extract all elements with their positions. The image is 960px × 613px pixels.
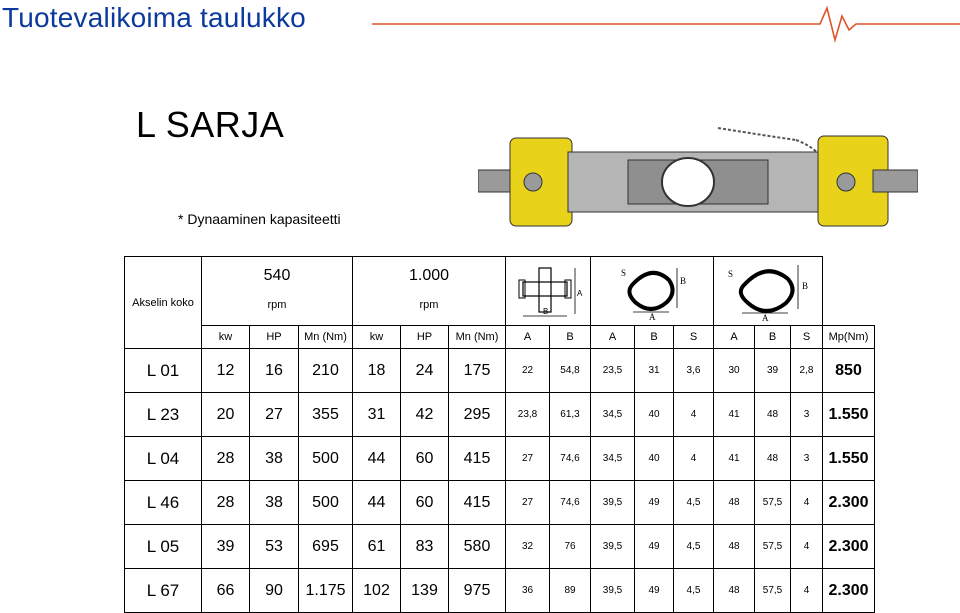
table-cell: 18 xyxy=(353,349,401,393)
table-cell: 415 xyxy=(449,437,506,481)
column-header: Mp(Nm) xyxy=(823,326,875,349)
table-cell: 60 xyxy=(401,481,449,525)
column-header: A xyxy=(591,326,635,349)
table-cell: 40 xyxy=(635,437,674,481)
table-cell: 54,8 xyxy=(550,349,591,393)
pto-shaft-illustration xyxy=(478,118,918,236)
header-decorative-line xyxy=(372,6,960,46)
column-header: kw xyxy=(202,326,250,349)
page-title: Tuotevalikoima taulukko xyxy=(2,2,306,33)
table-cell: 38 xyxy=(250,437,299,481)
table-cell: 695 xyxy=(299,525,353,569)
table-cell: 48 xyxy=(755,393,791,437)
column-header: B xyxy=(635,326,674,349)
table-cell: 36 xyxy=(506,569,550,613)
table-cell: 850 xyxy=(823,349,875,393)
table-cell: 175 xyxy=(449,349,506,393)
table-cell: 295 xyxy=(449,393,506,437)
lemon-profile-small-icon xyxy=(607,262,697,320)
table-cell: 48 xyxy=(755,437,791,481)
table-cell: 74,6 xyxy=(550,481,591,525)
speed-1000-value: 1.000 xyxy=(408,267,450,284)
column-header: HP xyxy=(401,326,449,349)
row-model-name: L 01 xyxy=(125,349,202,393)
table-cell: 4 xyxy=(674,437,714,481)
table-row xyxy=(125,481,875,525)
cross-label-b: B xyxy=(543,307,549,316)
table-cell: 4 xyxy=(674,393,714,437)
column-header: B xyxy=(755,326,791,349)
lemon-profile-large-header xyxy=(714,257,823,326)
table-cell: 39,5 xyxy=(591,569,635,613)
table-cell: 57,5 xyxy=(755,481,791,525)
table-cell: 40 xyxy=(635,393,674,437)
column-header: Mn (Nm) xyxy=(449,326,506,349)
table-cell: 57,5 xyxy=(755,569,791,613)
table-cell: 2.300 xyxy=(823,569,875,613)
mp-blank-header xyxy=(823,257,875,326)
row-model-name: L 05 xyxy=(125,525,202,569)
column-header: A xyxy=(714,326,755,349)
cross-label-a: A xyxy=(577,289,583,298)
column-header: B xyxy=(550,326,591,349)
table-cell: 500 xyxy=(299,437,353,481)
product-range-table xyxy=(124,256,875,613)
table-cell: 12 xyxy=(202,349,250,393)
table-row xyxy=(125,525,875,569)
table-cell: 74,6 xyxy=(550,437,591,481)
table-cell: 34,5 xyxy=(591,437,635,481)
table-cell: 39 xyxy=(755,349,791,393)
table-cell: 139 xyxy=(401,569,449,613)
table-cell: 4 xyxy=(791,525,823,569)
table-row xyxy=(125,569,875,613)
table-cell: 41 xyxy=(714,393,755,437)
table-cell: 38 xyxy=(250,481,299,525)
table-cell: 4 xyxy=(791,481,823,525)
table-cell: 27 xyxy=(506,437,550,481)
table-cell: 41 xyxy=(714,437,755,481)
table-cell: 1.175 xyxy=(299,569,353,613)
table-cell: 4 xyxy=(791,569,823,613)
table-cell: 66 xyxy=(202,569,250,613)
table-cell: 42 xyxy=(401,393,449,437)
table-cell: 500 xyxy=(299,481,353,525)
table-cell: 34,5 xyxy=(591,393,635,437)
table-cell: 48 xyxy=(714,525,755,569)
footnote-text: * Dynaaminen kapasiteetti xyxy=(178,211,341,227)
table-cell: 210 xyxy=(299,349,353,393)
table-cell: 4,5 xyxy=(674,481,714,525)
lemon-large-label-a: A xyxy=(762,313,769,321)
table-cell: 61 xyxy=(353,525,401,569)
lemon-profile-large-icon xyxy=(718,261,818,321)
column-header: Mn (Nm) xyxy=(299,326,353,349)
cross-profile-header xyxy=(506,257,591,326)
lemon-large-label-s: S xyxy=(728,269,734,279)
series-heading: L SARJA xyxy=(136,104,285,145)
table-cell: 39,5 xyxy=(591,525,635,569)
table-cell: 2.300 xyxy=(823,525,875,569)
speed-540-value: 540 xyxy=(263,267,291,284)
row-model-name: L 46 xyxy=(125,481,202,525)
speed-540-header xyxy=(202,257,353,326)
column-header: S xyxy=(674,326,714,349)
table-cell: 355 xyxy=(299,393,353,437)
table-cell: 49 xyxy=(635,481,674,525)
table-cell: 3 xyxy=(791,393,823,437)
table-cell: 3 xyxy=(791,437,823,481)
table-cell: 4,5 xyxy=(674,569,714,613)
table-cell: 23,8 xyxy=(506,393,550,437)
table-cell: 23,5 xyxy=(591,349,635,393)
table-cell: 60 xyxy=(401,437,449,481)
table-cell: 49 xyxy=(635,525,674,569)
lemon-profile-small-header xyxy=(591,257,714,326)
table-cell: 2.300 xyxy=(823,481,875,525)
table-cell: 89 xyxy=(550,569,591,613)
row-model-name: L 67 xyxy=(125,569,202,613)
table-cell: 580 xyxy=(449,525,506,569)
table-cell: 39 xyxy=(202,525,250,569)
table-cell: 24 xyxy=(401,349,449,393)
lemon-large-label-b: B xyxy=(802,281,809,291)
table-cell: 27 xyxy=(506,481,550,525)
table-cell: 2,8 xyxy=(791,349,823,393)
table-cell: 83 xyxy=(401,525,449,569)
speed-1000-header xyxy=(353,257,506,326)
table-cell: 28 xyxy=(202,437,250,481)
table-cell: 30 xyxy=(714,349,755,393)
table-cell: 31 xyxy=(353,393,401,437)
table-cell: 90 xyxy=(250,569,299,613)
table-cell: 57,5 xyxy=(755,525,791,569)
row-model-name: L 04 xyxy=(125,437,202,481)
table-cell: 27 xyxy=(250,393,299,437)
table-cell: 28 xyxy=(202,481,250,525)
table-cell: 76 xyxy=(550,525,591,569)
row-model-name: L 23 xyxy=(125,393,202,437)
table-cell: 31 xyxy=(635,349,674,393)
table-cell: 61,3 xyxy=(550,393,591,437)
column-header: S xyxy=(791,326,823,349)
table-row xyxy=(125,437,875,481)
axle-size-header: Akselin koko xyxy=(125,257,202,349)
table-cell: 1.550 xyxy=(823,437,875,481)
lemon-small-label-a: A xyxy=(649,312,656,320)
cross-journal-icon xyxy=(513,262,583,320)
table-row xyxy=(125,349,875,393)
table-cell: 415 xyxy=(449,481,506,525)
table-cell: 102 xyxy=(353,569,401,613)
table-cell: 20 xyxy=(202,393,250,437)
table-cell: 48 xyxy=(714,569,755,613)
column-header: A xyxy=(506,326,550,349)
speed-540-unit: rpm xyxy=(267,299,287,311)
table-cell: 32 xyxy=(506,525,550,569)
table-cell: 1.550 xyxy=(823,393,875,437)
table-row xyxy=(125,393,875,437)
table-cell: 44 xyxy=(353,437,401,481)
table-cell: 53 xyxy=(250,525,299,569)
table-cell: 49 xyxy=(635,569,674,613)
column-header: kw xyxy=(353,326,401,349)
table-cell: 22 xyxy=(506,349,550,393)
column-header: HP xyxy=(250,326,299,349)
table-cell: 975 xyxy=(449,569,506,613)
speed-1000-unit: rpm xyxy=(419,299,439,311)
table-cell: 16 xyxy=(250,349,299,393)
table-cell: 4,5 xyxy=(674,525,714,569)
table-cell: 39,5 xyxy=(591,481,635,525)
table-cell: 48 xyxy=(714,481,755,525)
table-cell: 3,6 xyxy=(674,349,714,393)
lemon-small-label-s: S xyxy=(621,268,627,278)
table-cell: 44 xyxy=(353,481,401,525)
lemon-small-label-b: B xyxy=(680,276,687,286)
